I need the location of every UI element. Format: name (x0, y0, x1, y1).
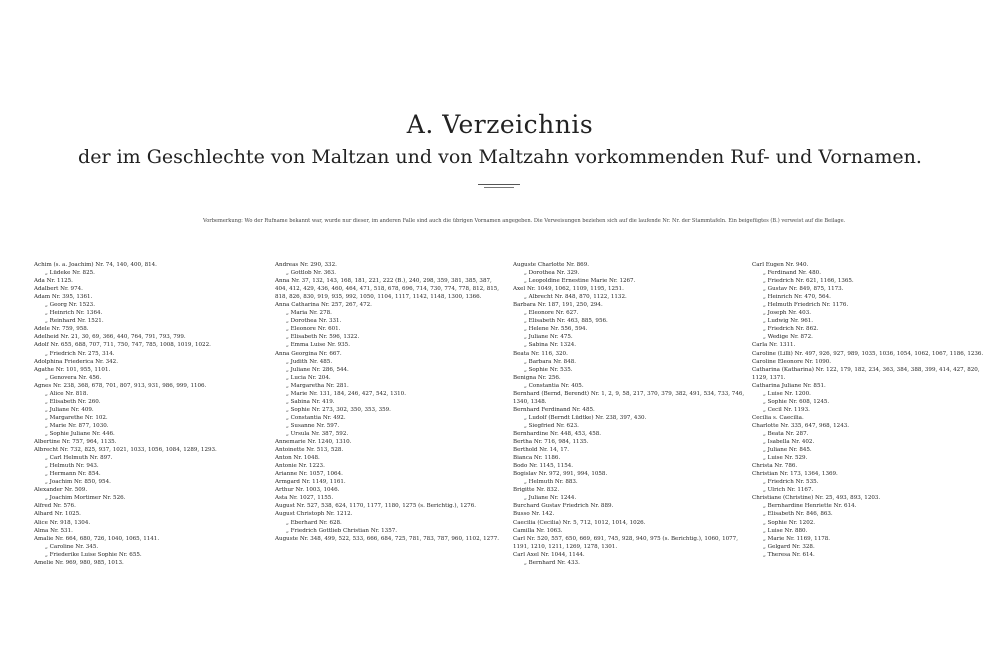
index-entry: Amalie Nr. 664, 680, 726, 1040, 1065, 1141. (34, 535, 160, 542)
index-entry: „ Siegfried Nr. 623. (524, 422, 579, 429)
index-entry: Alma Nr. 531. (34, 527, 73, 534)
index-entry: Bertha Nr. 716, 984, 1135. (513, 439, 589, 446)
index-entry: August Nr. 527, 538, 624, 1170, 1177, 1180, 1275 (s. Berichtig.), 1276. (275, 503, 476, 510)
index-entry: „ Luise Nr. 880. (763, 527, 808, 534)
index-entry: „ Helmuth Nr. 883. (524, 479, 578, 486)
index-entry: Busso Nr. 142. (513, 511, 555, 518)
decorative-rule-lower (484, 187, 514, 188)
index-entry: „ Georg Nr. 1523. (45, 302, 95, 309)
index-entry: „ Sabina Nr. 419. (286, 398, 335, 405)
index-entry: „ Marie Nr. 1169, 1178. (763, 535, 831, 542)
index-entry: Christa Nr. 786. (752, 463, 798, 470)
index-entry: „ Ferdinand Nr. 480. (763, 270, 821, 277)
index-entry: Alice Nr. 918, 1304. (34, 519, 91, 526)
index-entry: „ Hermann Nr. 854. (45, 471, 101, 478)
index-entry: Cecilia s. Caecilia. (752, 414, 804, 421)
index-entry: „ Theresa Nr. 614. (763, 551, 815, 558)
index-entry: „ Friedrich Nr. 621, 1166, 1365. (763, 278, 854, 285)
index-entry: Agathe Nr. 101, 955, 1101. (34, 366, 111, 373)
index-entry: Axel Nr. 1049, 1062, 1109, 1195, 1251. (513, 286, 624, 293)
index-entry: „ Friedrich Nr. 535. (763, 479, 819, 486)
index-entry: „ Joachim Nr. 850, 954. (45, 479, 111, 486)
index-column-3 (513, 261, 745, 567)
index-entry: „ Ludwig Nr. 961. (763, 318, 814, 325)
index-entry: Beata Nr. 116, 320. (513, 350, 568, 357)
index-entry: „ Luise Nr. 529. (763, 455, 808, 462)
index-entry: „ Constantia Nr. 492. (286, 414, 346, 421)
index-entry: „ Sophie Juliane Nr. 446. (45, 430, 115, 437)
index-entry: „ Alice Nr. 818. (45, 390, 89, 397)
index-entry: „ Genovera Nr. 456. (45, 374, 102, 381)
index-entry: „ Wedige Nr. 872. (763, 334, 813, 341)
index-entry: „ Elisabeth Nr. 463, 885, 956. (524, 318, 608, 325)
index-entry: „ Margarethe Nr. 102. (45, 414, 108, 421)
index-entry: „ Joachim Mortimer Nr. 526. (45, 495, 126, 502)
index-entry: „ Lucia Nr. 204. (286, 374, 331, 381)
index-entry: „ Helene Nr. 556, 594. (524, 326, 588, 333)
index-entry: Catharina (Katharina) Nr. 122, 179, 182, 234, 363, 384, 388, 399, 414, 427, 820, 1129, 1371. (752, 366, 980, 381)
index-entry: Asta Nr. 1027, 1155. (275, 495, 334, 502)
index-entry: Christian Nr. 173, 1364, 1369. (752, 471, 838, 478)
index-entry: „ Ludolf (Berndt Lüdtke) Nr. 238, 397, 430. (524, 414, 647, 421)
index-entry: „ Lüdeke Nr. 825. (45, 270, 95, 277)
index-entry: „ Marie Nr. 131, 184, 246, 427, 542, 1310. (286, 390, 406, 397)
index-entry: „ Heinrich Nr. 1364. (45, 310, 103, 317)
index-entry: „ Bernhardine Henriette Nr. 614. (763, 503, 857, 510)
index-entry: Adalbert Nr. 974. (34, 286, 83, 293)
index-entry: „ Carl Helmuth Nr. 897. (45, 455, 113, 462)
index-entry: „ Eleonore Nr. 601. (286, 326, 341, 333)
index-entry: „ Luise Nr. 1200. (763, 390, 811, 397)
index-entry: Bodo Nr. 1145, 1154. (513, 463, 574, 470)
index-entry: Annemarie Nr. 1240, 1310. (275, 439, 352, 446)
index-entry: Auguste Nr. 348, 499, 522, 533, 666, 684, 725, 781, 783, 787, 960, 1102, 1277. (275, 535, 500, 542)
index-entry: Caroline (Lilli) Nr. 497, 926, 927, 989, 1035, 1036, 1054, 1062, 1067, 1186, 1236. (752, 350, 984, 357)
index-entry: „ Juliane Nr. 845. (763, 447, 812, 454)
index-entry: „ Dorothea Nr. 331. (286, 318, 342, 325)
index-entry: Carl Nr. 520, 557, 650, 669, 691, 745, 928, 940, 975 (s. Berichtig.), 1060, 1077, 1191, 1210, 1211, 1269, 1278, 1301. (513, 535, 738, 550)
index-entry: Caecilia (Cecilia) Nr. 5, 712, 1012, 1014, 1026. (513, 519, 646, 526)
index-entry: Bernhard (Bernd, Berendt) Nr. 1, 2, 9, 58, 217, 370, 379, 382, 491, 534, 733, 746, 1340, 1348. (513, 390, 745, 405)
index-entry: „ Elisabeth Nr. 596, 1322. (286, 334, 360, 341)
index-entry: „ Juliane Nr. 409. (45, 406, 94, 413)
index-entry: „ Constantia Nr. 405. (524, 382, 584, 389)
index-entry: „ Beata Nr. 287. (763, 430, 809, 437)
index-entry: Achim (s. a. Joachim) Nr. 74, 140, 400, 814. (34, 262, 157, 268)
index-entry: „ Sabina Nr. 1324. (524, 342, 577, 349)
index-entry: „ Juliane Nr. 475. (524, 334, 573, 341)
index-entry: „ Eleonore Nr. 627. (524, 310, 579, 317)
index-entry: „ Leopoldine Ernestine Marie Nr. 1267. (524, 278, 636, 285)
index-entry: „ Maria Nr. 278. (286, 310, 332, 317)
index-entry: Anna Catharina Nr. 257, 267, 472. (275, 302, 372, 309)
index-entry: Carla Nr. 1311. (752, 342, 796, 349)
index-entry: „ Dorothea Nr. 329. (524, 270, 580, 277)
index-entry: Bogislav Nr. 972, 991, 994, 1058. (513, 471, 608, 478)
index-entry: Carl Eugen Nr. 940. (752, 262, 809, 268)
index-entry: „ Judith Nr. 485. (286, 358, 333, 365)
index-entry: „ Gelgard Nr. 328. (763, 543, 815, 550)
index-column-4 (752, 261, 992, 559)
index-entry: „ Albrecht Nr. 848, 870, 1122, 1132. (524, 294, 627, 301)
index-entry: „ Caroline Nr. 345. (45, 543, 99, 550)
index-entry: „ Helmuth Friedrich Nr. 1176. (763, 302, 849, 309)
index-entry: „ Sophie Nr. 1202. (763, 519, 816, 526)
index-entry: „ Eberhard Nr. 628. (286, 519, 342, 526)
index-entry: Arthur Nr. 1003, 1046. (275, 487, 340, 494)
index-entry: Bianca Nr. 1186. (513, 455, 561, 462)
index-entry: „ Sophie Nr. 273, 302, 350, 353, 359. (286, 406, 391, 413)
index-entry: „ Sophie Nr. 535. (524, 366, 573, 373)
index-entry: „ Juliane Nr. 286, 544. (286, 366, 349, 373)
preliminary-note: Vorbemerkung: Wo der Rufname bekannt war, wurde nur dieser, im anderen Falle sind auch die übrigen Vornamen angegeben. Die Verweisungen beziehen sich auf die laufende Nr. Nr. der Stammtafeln. Ein beigefügtes (B.) verweist auf die Beilage. (203, 218, 846, 224)
index-entry: Albertine Nr. 757, 964, 1135. (34, 439, 117, 446)
index-entry: „ Friedrich Nr. 862. (763, 326, 819, 333)
index-entry: „ Sophie Nr. 608, 1245. (763, 398, 830, 405)
index-entry: „ Joseph Nr. 403. (763, 310, 811, 317)
index-entry: Alhard Nr. 1025. (34, 511, 81, 518)
index-entry: „ Elisabeth Nr. 260. (45, 398, 101, 405)
index-entry: „ Ulrich Nr. 1167. (763, 487, 814, 494)
index-entry: „ Cecil Nr. 1193. (763, 406, 810, 413)
index-entry: Anna Nr. 37, 132, 143, 168, 181, 221, 222 (B.), 240, 298, 359, 381, 385, 387, 404, 412, 429, 436, 460, 464, 471, 518, 678, 696, 714, 730, 774, 778, 812, 815, 818, 826, 830, 919, 935, 992, 1050, 1104, 1117, 1142, 1148, 1300, 1366. (275, 278, 500, 301)
index-entry: Armgard Nr. 1149, 1161. (275, 479, 346, 486)
page-subtitle: der im Geschlechte von Maltzan und von Maltzahn vorkommenden Ruf- und Vornamen. (78, 146, 922, 168)
index-entry: Adolf Nr. 655, 688, 707, 711, 750, 747, 785, 1008, 1019, 1022. (34, 342, 211, 349)
index-entry: Caroline Eleonore Nr. 1090. (752, 358, 832, 365)
index-entry: „ Friedrich Gottlieb Christian Nr. 1357. (286, 527, 398, 534)
index-entry: Bernhardine Nr. 448, 453, 458. (513, 430, 602, 437)
index-entry: „ Susanne Nr. 597. (286, 422, 340, 429)
index-entry: „ Marie Nr. 877, 1030. (45, 422, 109, 429)
index-entry: „ Isabella Nr. 402. (763, 439, 815, 446)
index-entry: Amelie Nr. 969, 980, 985, 1013. (34, 559, 124, 566)
index-entry: „ Friedrich Nr. 275, 314. (45, 350, 115, 357)
index-entry: Camilla Nr. 1063. (513, 527, 563, 534)
index-entry: Burchard Gustav Friedrich Nr. 889. (513, 503, 614, 510)
index-entry: „ Gustav Nr. 849, 875, 1173. (763, 286, 844, 293)
index-entry: August Christoph Nr. 1212. (275, 511, 353, 518)
index-entry: „ Heinrich Nr. 470, 564. (763, 294, 831, 301)
index-entry: Brigitte Nr. 832. (513, 487, 560, 494)
index-entry: „ Juliane Nr. 1244. (524, 495, 577, 502)
index-entry: Andreas Nr. 290, 332. (275, 262, 337, 268)
index-entry: „ Barbara Nr. 848. (524, 358, 577, 365)
index-column-1 (34, 261, 262, 567)
index-entry: Bernhard Ferdinand Nr. 485. (513, 406, 595, 413)
index-entry: „ Emma Luise Nr. 935. (286, 342, 350, 349)
index-column-2 (275, 261, 503, 543)
index-entry: Adolphina Friederica Nr. 342. (34, 358, 118, 365)
index-entry: Alfred Nr. 576. (34, 503, 76, 510)
index-entry: „ Helmuth Nr. 943. (45, 463, 99, 470)
index-entry: „ Gottlob Nr. 363. (286, 270, 337, 277)
index-entry: Agnes Nr. 238, 368, 678, 701, 807, 913, 931, 986, 999, 1106. (34, 382, 207, 389)
index-entry: Ada Nr. 1125. (34, 278, 73, 285)
index-entry: „ Bernhard Nr. 433. (524, 559, 580, 566)
index-entry: „ Margaretha Nr. 281. (286, 382, 349, 389)
index-entry: „ Elisabeth Nr. 846, 863. (763, 511, 833, 518)
index-entry: Adelheid Nr. 21, 30, 69, 366, 440, 764, 791, 793, 799. (34, 334, 186, 341)
index-entry: Anton Nr. 1048. (275, 455, 320, 462)
index-entry: Adam Nr. 395, 1361. (34, 294, 93, 301)
index-entry: Antoinette Nr. 513, 528. (275, 447, 344, 454)
index-entry: Antonie Nr. 1223. (275, 463, 325, 470)
index-entry: Auguste Charlotte Nr. 869. (513, 262, 589, 268)
index-entry: Charlotte Nr. 335, 647, 968, 1243. (752, 422, 850, 429)
index-entry: Anna Georgina Nr. 667. (275, 350, 342, 357)
index-entry: „ Friederike Luise Sophie Nr. 655. (45, 551, 142, 558)
index-entry: Carl Axel Nr. 1044, 1144. (513, 551, 585, 558)
index-entry: Albrecht Nr. 732, 825, 937, 1021, 1033, 1056, 1084, 1289, 1293. (34, 447, 217, 454)
index-entry: Catharina Juliane Nr. 851. (752, 382, 826, 389)
index-entry: „ Ursula Nr. 387, 592. (286, 430, 349, 437)
page-title: A. Verzeichnis (406, 110, 594, 139)
decorative-rule (478, 184, 520, 185)
index-entry: Arianne Nr. 1057, 1064. (275, 471, 343, 478)
index-entry: Barbara Nr. 187, 191, 250, 294. (513, 302, 603, 309)
index-entry: „ Reinhard Nr. 1521. (45, 318, 104, 325)
index-entry: Christiane (Christine) Nr. 25, 493, 893, 1203. (752, 495, 881, 502)
index-entry: Berthold Nr. 14, 17. (513, 447, 570, 454)
index-entry: Alexander Nr. 509. (34, 487, 88, 494)
index-entry: Adele Nr. 759, 958. (34, 326, 89, 333)
index-entry: Benigna Nr. 256. (513, 374, 561, 381)
